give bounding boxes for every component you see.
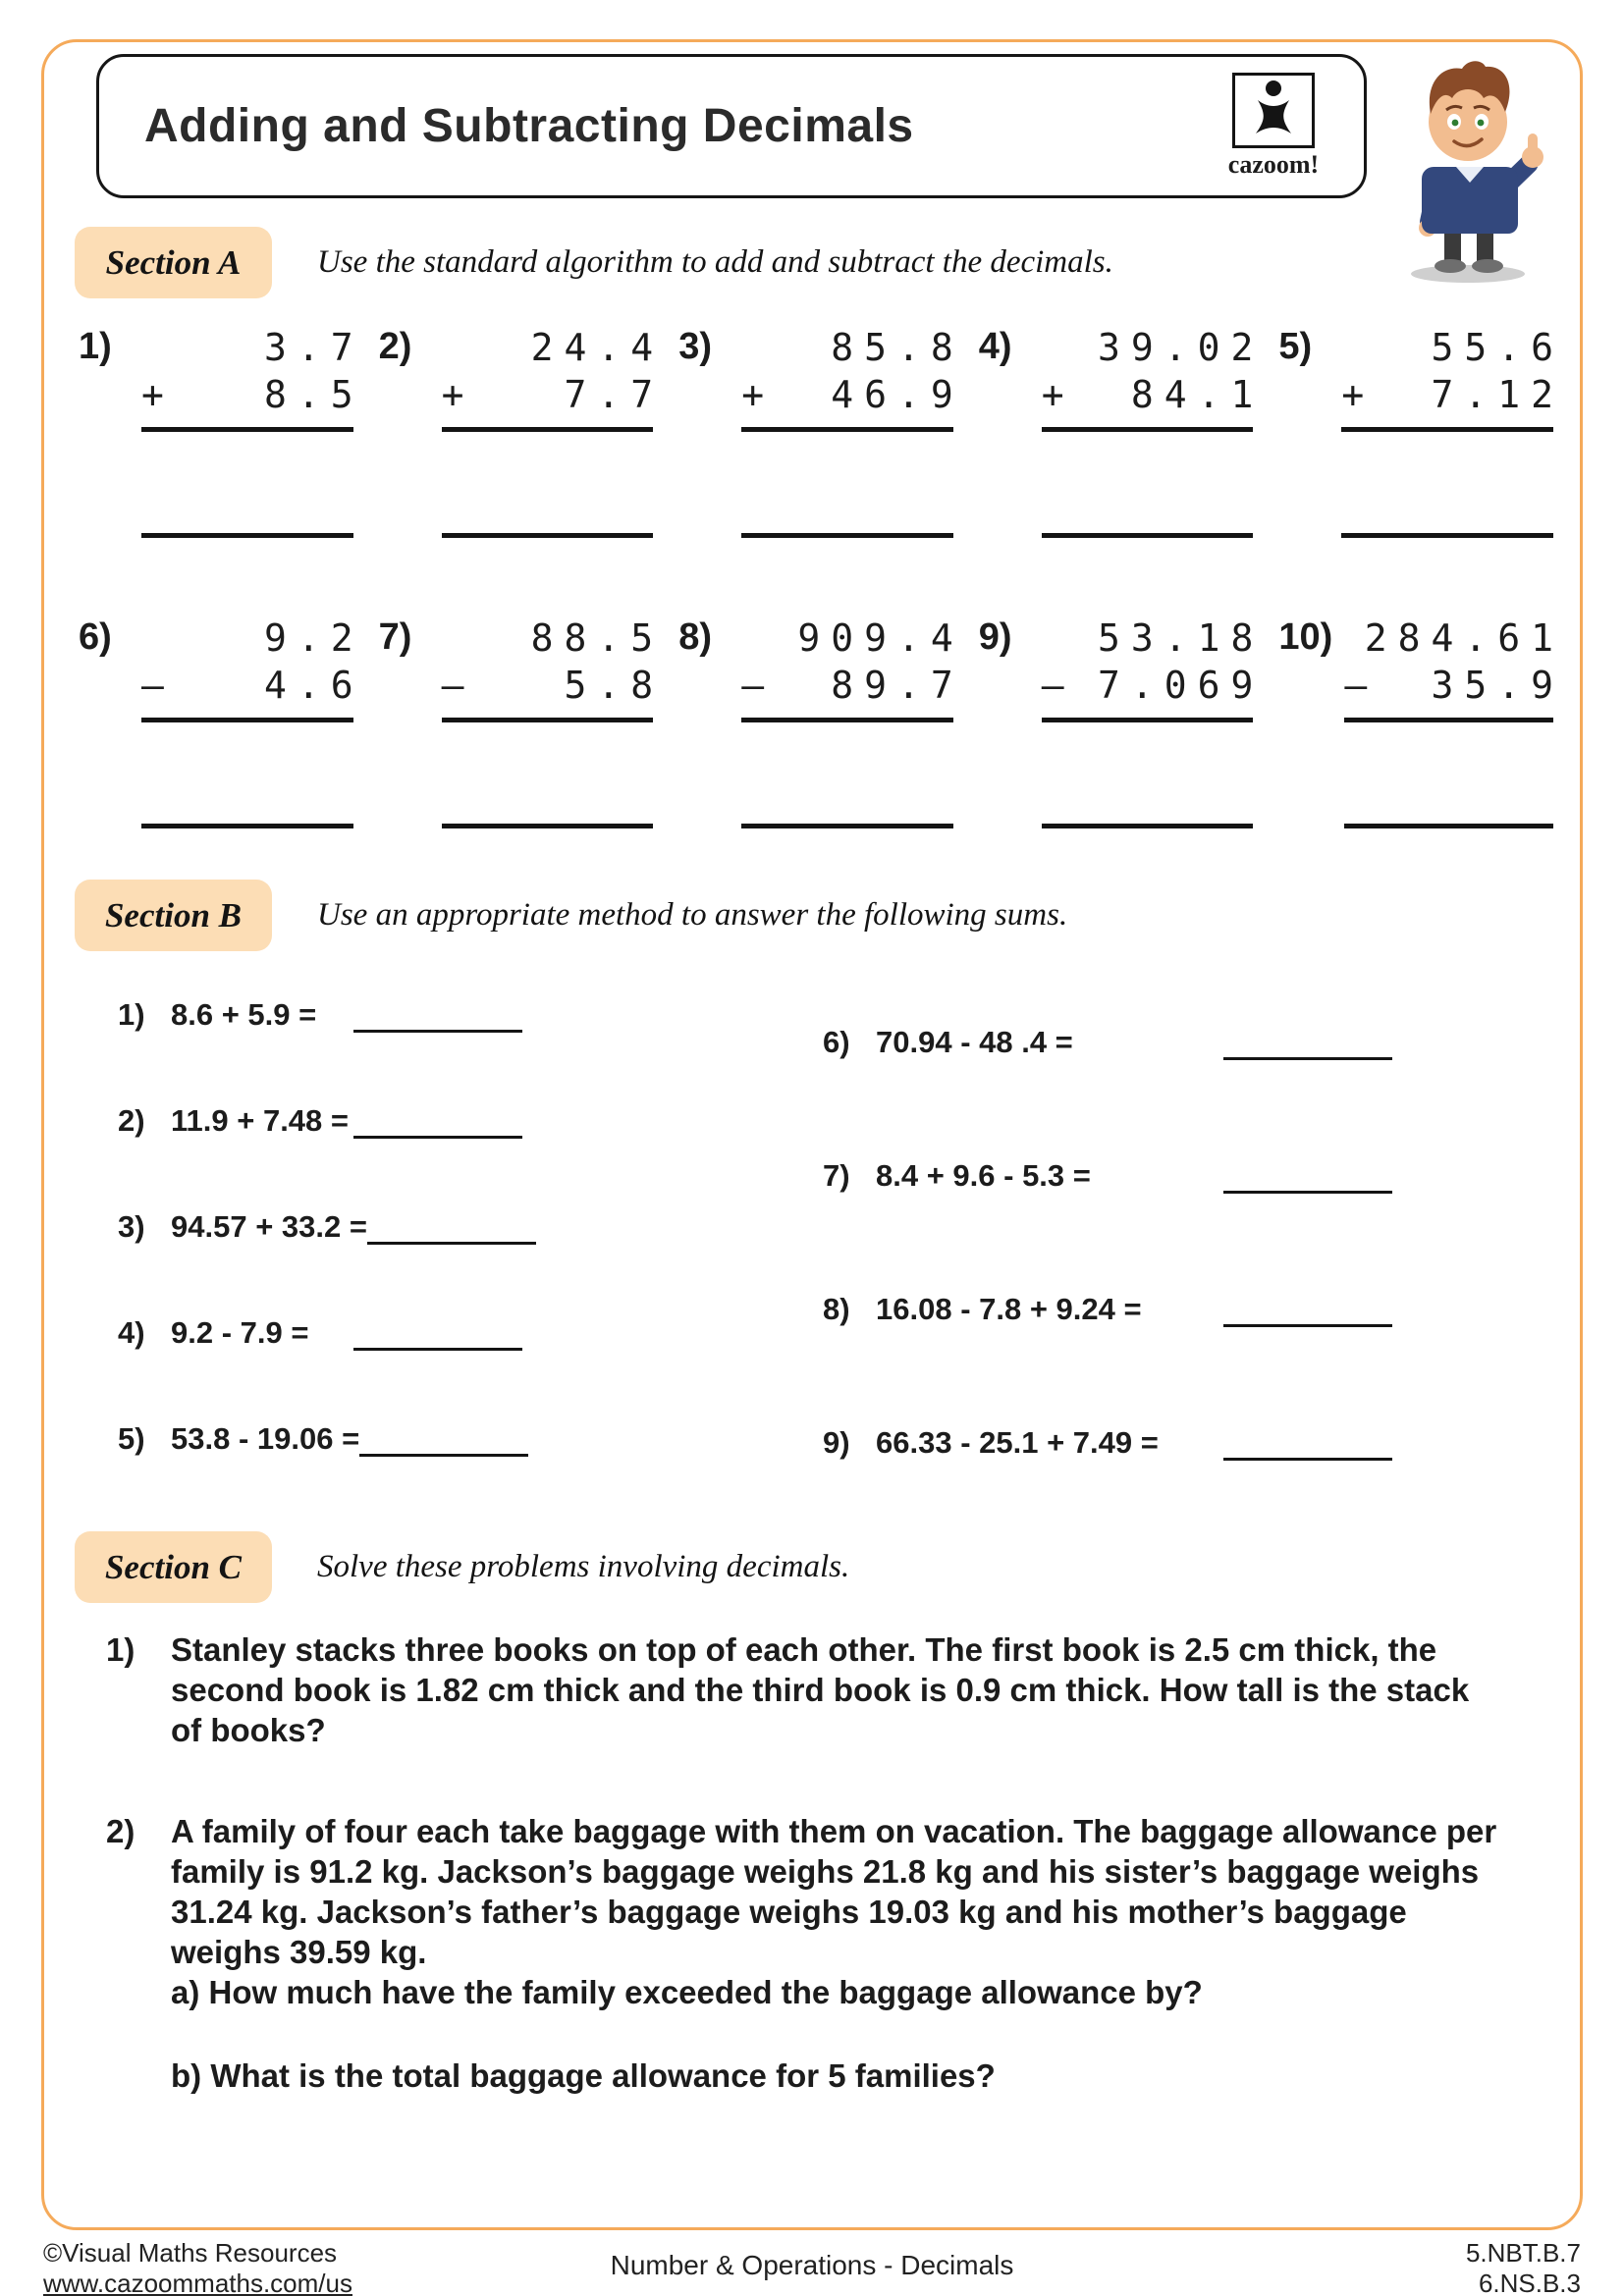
problem-number: 8) — [678, 616, 712, 658]
operator: – — [1344, 664, 1379, 707]
cazoom-logo-text: cazoom! — [1227, 150, 1320, 179]
operator: + — [1041, 373, 1075, 416]
copyright-text: ©Visual Maths Resources — [43, 2238, 338, 2268]
problem-number: 6) — [823, 1025, 850, 1059]
operand-bottom: 89.7 — [831, 664, 964, 707]
operator: + — [741, 373, 776, 416]
answer-blank — [353, 1313, 522, 1351]
cazoom-logo-icon — [1232, 73, 1315, 148]
expression: 8.6 + 5.9 = — [171, 997, 317, 1032]
section-c-header — [75, 1531, 849, 1603]
problem-number: 1) — [118, 997, 145, 1032]
vertical-problem-6 — [79, 614, 364, 828]
problem-number: 7) — [823, 1158, 850, 1193]
answer-line — [141, 533, 353, 538]
vertical-problem-4 — [978, 324, 1265, 538]
operand-top: 85.8 — [831, 326, 964, 369]
section-b-instruction: Use an appropriate method to answer the following sums. — [317, 897, 1068, 933]
section-a-addition-row — [79, 324, 1564, 538]
operator: + — [441, 373, 475, 416]
operand-bottom: 84.1 — [1130, 373, 1265, 416]
answer-line — [442, 533, 654, 538]
section-a-instruction: Use the standard algorithm to add and subtract the decimals. — [317, 244, 1113, 280]
sum-item-7 — [823, 1150, 1392, 1194]
expression: 16.08 - 7.8 + 9.24 = — [876, 1292, 1142, 1326]
operand-top: 284.61 — [1364, 616, 1564, 660]
answer-blank — [367, 1207, 536, 1245]
answer-blank — [353, 995, 522, 1033]
expression: 53.8 - 19.06 = — [171, 1421, 360, 1456]
operand-top: 53.18 — [1098, 616, 1265, 660]
answer-blank — [1223, 1423, 1392, 1461]
problem-number: 3) — [678, 326, 712, 367]
website-link[interactable]: www.cazoommaths.com/us — [43, 2269, 352, 2296]
problem-text: A family of four each take baggage with them on vacation. The baggage allowance per family is 91.2 kg. Jackson’s baggage weighs 21.8 kg and his sister’s baggage weighs 31.24 kg. Jackson’s father’s baggage weighs 19.03 kg and his mother’s baggage weighs 39.59 kg. — [171, 1813, 1497, 1970]
answer-line — [1341, 533, 1553, 538]
vertical-problem-1 — [79, 324, 364, 538]
operator: – — [441, 664, 475, 707]
section-b-label: Section B — [75, 880, 272, 951]
problem-number: 5) — [1278, 326, 1313, 367]
problem-number: 7) — [378, 616, 412, 658]
operand-top: 9.2 — [263, 616, 364, 660]
expression: 9.2 - 7.9 = — [171, 1315, 309, 1350]
sum-item-4 — [118, 1308, 522, 1351]
problem-number: 1) — [106, 1631, 135, 1668]
mascot-character — [1380, 49, 1561, 285]
section-b-right-column — [823, 1017, 1392, 1551]
answer-blank — [353, 1101, 522, 1139]
sum-item-3 — [118, 1201, 522, 1245]
operand-top: 39.02 — [1098, 326, 1265, 369]
expression: 66.33 - 25.1 + 7.49 = — [876, 1425, 1159, 1460]
section-a-header — [75, 227, 1113, 298]
problem-number: 3) — [118, 1209, 145, 1244]
operand-top: 24.4 — [530, 326, 665, 369]
problem-number: 2) — [106, 1813, 135, 1849]
sum-item-9 — [823, 1417, 1392, 1461]
operator: – — [741, 664, 776, 707]
operand-bottom: 7.12 — [1431, 373, 1564, 416]
operator: + — [141, 373, 175, 416]
vertical-problem-2 — [378, 324, 665, 538]
answer-line — [741, 824, 953, 828]
sum-item-2 — [118, 1095, 522, 1139]
cazoom-logo — [1211, 73, 1336, 180]
vertical-problem-10 — [1278, 614, 1564, 828]
operand-bottom: 35.9 — [1431, 664, 1564, 707]
section-a-subtraction-row — [79, 614, 1564, 828]
operand-bottom: 4.6 — [263, 664, 364, 707]
problem-number: 8) — [823, 1292, 850, 1326]
expression: 11.9 + 7.48 = — [171, 1103, 350, 1138]
problem-number: 4) — [978, 326, 1012, 367]
expression: 8.4 + 9.6 - 5.3 = — [876, 1158, 1091, 1193]
title-box — [96, 54, 1367, 198]
sum-item-8 — [823, 1284, 1392, 1327]
operand-top: 88.5 — [530, 616, 665, 660]
vertical-problem-7 — [378, 614, 665, 828]
operator: – — [1041, 664, 1075, 707]
operand-bottom: 46.9 — [831, 373, 964, 416]
operand-bottom: 7.7 — [564, 373, 665, 416]
footer-topic: Number & Operations - Decimals — [610, 2250, 1014, 2280]
operand-bottom: 7.069 — [1098, 664, 1265, 707]
problem-number: 10) — [1278, 616, 1333, 658]
operator: – — [141, 664, 175, 707]
sum-item-5 — [118, 1414, 522, 1457]
problem-number: 6) — [79, 616, 112, 658]
problem-number: 2) — [118, 1103, 145, 1138]
section-c-instruction: Solve these problems involving decimals. — [317, 1549, 850, 1584]
answer-blank — [359, 1419, 528, 1457]
answer-line — [741, 533, 953, 538]
answer-blank — [1223, 1156, 1392, 1194]
problem-number: 9) — [978, 616, 1012, 658]
answer-line — [1042, 533, 1254, 538]
problem-number: 9) — [823, 1425, 850, 1460]
operand-top: 3.7 — [263, 326, 364, 369]
operator: + — [1341, 373, 1376, 416]
section-c-label: Section C — [75, 1531, 272, 1603]
word-problem-2 — [106, 1811, 1504, 2096]
operand-top: 909.4 — [797, 616, 964, 660]
section-b-left-column — [118, 989, 522, 1520]
problem-part-a: a) How much have the family exceeded the baggage allowance by? — [171, 1974, 1203, 2010]
answer-blank — [1223, 1023, 1392, 1060]
vertical-problem-8 — [678, 614, 964, 828]
problem-number: 2) — [378, 326, 412, 367]
answer-blank — [1223, 1290, 1392, 1327]
operand-bottom: 8.5 — [263, 373, 364, 416]
answer-line — [442, 824, 654, 828]
problem-text: Stanley stacks three books on top of each other. The first book is 2.5 cm thick, the second book is 1.82 cm thick and the third book is 0.9 cm thick. How tall is the stack of books? — [171, 1631, 1470, 1748]
page-title: Adding and Subtracting Decimals — [144, 100, 914, 152]
problem-number: 1) — [79, 326, 112, 367]
sum-item-6 — [823, 1017, 1392, 1060]
standard-code-1: 5.NBT.B.7 — [1465, 2238, 1581, 2268]
problem-part-b: b) What is the total baggage allowance for 5 families? — [171, 2057, 996, 2094]
section-b-header — [75, 880, 1067, 951]
vertical-problem-5 — [1278, 324, 1564, 538]
sum-item-1 — [118, 989, 522, 1033]
operand-bottom: 5.8 — [564, 664, 665, 707]
answer-line — [1344, 824, 1553, 828]
section-c-problems — [106, 1629, 1504, 2096]
section-a-label: Section A — [75, 227, 272, 298]
operand-top: 55.6 — [1431, 326, 1564, 369]
expression: 70.94 - 48 .4 = — [876, 1025, 1073, 1059]
expression: 94.57 + 33.2 = — [171, 1209, 367, 1244]
vertical-problem-3 — [678, 324, 964, 538]
word-problem-1 — [106, 1629, 1504, 1750]
standard-code-2: 6.NS.B.3 — [1478, 2269, 1581, 2296]
vertical-problem-9 — [978, 614, 1265, 828]
problem-number: 5) — [118, 1421, 145, 1456]
answer-line — [1042, 824, 1254, 828]
problem-number: 4) — [118, 1315, 145, 1350]
answer-line — [141, 824, 353, 828]
